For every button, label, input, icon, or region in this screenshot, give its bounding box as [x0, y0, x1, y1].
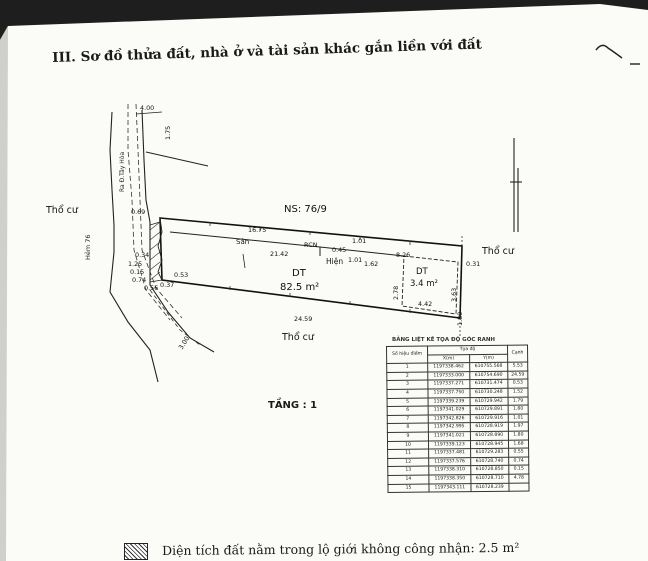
table-cell-y: 610754.690	[470, 371, 508, 380]
dim-8-26: 8.26	[396, 251, 411, 259]
table-cell-y: 610728.740	[470, 457, 508, 466]
dim-0-31: 0.31	[466, 260, 481, 268]
neighbor-right: Thổ cư	[482, 246, 514, 257]
table-cell-y: 610728.850	[471, 466, 509, 475]
table-cell-n: 5	[387, 398, 428, 407]
dim-0-15: 0.15	[130, 268, 145, 276]
table-cell-x: 1197338.310	[429, 466, 471, 475]
dim-21-42: 21.42	[270, 250, 289, 258]
parcel-id: NS: 76/9	[284, 204, 327, 215]
rcn-label: RCN	[304, 241, 318, 249]
alley-name: Hẻm 76	[84, 234, 92, 260]
table-cell-n: 14	[388, 475, 429, 484]
header-y: Y(m)	[469, 354, 507, 363]
paper	[0, 4, 648, 561]
dim-3-00: 3.00	[176, 334, 192, 352]
table-cell-x: 1197339.123	[429, 440, 471, 449]
dim-1-75: 1.75	[164, 125, 172, 140]
table-cell-x: 1197342.826	[428, 414, 470, 423]
table-cell-n: 13	[388, 466, 429, 475]
dim-4-00: 4.00	[140, 104, 155, 112]
table-cell-x: 1197341.029	[428, 406, 470, 415]
table-cell-x: 1197339.239	[428, 397, 470, 406]
table-cell-x: 1197333.000	[428, 371, 470, 380]
table-cell-e: 24.59	[508, 371, 528, 380]
table-cell-y: 610730.248	[470, 388, 508, 397]
dim-3-63: 3.63	[450, 287, 458, 302]
coordinate-table-title: BẢNG LIỆT KÊ TỌA ĐỘ GÓC RANH	[392, 337, 496, 343]
table-cell-y: 610729.942	[470, 397, 508, 406]
dim-0-34: 0.34	[135, 251, 150, 259]
table-cell-y: 610728.945	[470, 440, 508, 449]
table-cell-n: 4	[387, 389, 428, 398]
dim-1-01: 1.01	[352, 237, 367, 245]
table-cell-n: 11	[388, 449, 429, 458]
table-cell-x: 1197341.021	[428, 432, 470, 441]
dim-1-80: 1.80	[456, 311, 464, 326]
table-cell-y: 610731.474	[470, 380, 508, 389]
dim-0-45: 0.45	[332, 246, 347, 254]
street-name: Ra Đ.Tây Hòa	[119, 151, 126, 192]
area-small-value: 3.4 m²	[410, 279, 438, 289]
table-cell-y: 610728.919	[470, 423, 508, 432]
section-heading: III. Sơ đồ thửa đất, nhà ở và tài sản khác gắn liền với đất	[52, 36, 483, 66]
dim-0-53: 0.53	[174, 271, 189, 279]
table-cell-e: 0.15	[509, 465, 529, 474]
table-cell-x: 1197338.350	[429, 475, 471, 484]
dim-16-75: 16.75	[248, 226, 267, 234]
table-cell-e: 1.52	[508, 388, 528, 397]
table-cell-n: 7	[387, 415, 428, 424]
table-cell-x: 1197337.750	[428, 389, 470, 398]
table-cell-x: 1197343.111	[429, 483, 471, 492]
area-small-label: DT	[416, 267, 428, 277]
header-x: X(m)	[428, 354, 470, 363]
dim-2-78: 2.78	[392, 285, 400, 300]
table-cell-n: 2	[387, 372, 428, 381]
table-cell-y: 610728.890	[470, 431, 508, 440]
dim-0-74: 0.74	[132, 276, 147, 284]
table-cell-y: 610729.891	[470, 405, 508, 414]
neighbor-left: Thổ cư	[46, 205, 78, 216]
table-cell-y: 610728.239	[471, 483, 509, 492]
table-cell-e: 4.78	[509, 474, 529, 483]
dim-0-56: 0.56	[144, 284, 159, 292]
header-edge: Cạnh	[507, 345, 527, 362]
current-label: Hiện	[326, 257, 344, 266]
table-cell-e: 1.80	[508, 431, 528, 440]
table-cell-n: 8	[387, 423, 428, 432]
table-cell-x: 1197338.462	[428, 363, 470, 372]
table-cell-e	[509, 483, 529, 492]
table-cell-e: 0.55	[509, 448, 529, 457]
table-cell-n: 1	[387, 363, 428, 372]
table-cell-e: 1.80	[508, 405, 528, 414]
area-main-value: 82.5 m²	[280, 282, 320, 293]
dim-0-69: 0.69	[131, 208, 146, 216]
coordinate-table	[386, 345, 530, 494]
dim-4-42: 4.42	[418, 300, 433, 308]
dim-1-62: 1.62	[364, 260, 379, 268]
table-cell-x: 1197337.271	[428, 380, 470, 389]
hatch-legend-swatch	[124, 543, 148, 560]
dim-24-59: 24.59	[294, 315, 313, 323]
table-row	[388, 483, 529, 493]
table-cell-y: 610729.916	[470, 414, 508, 423]
table-cell-n: 15	[388, 484, 429, 493]
table-cell-n: 3	[387, 380, 428, 389]
table-cell-y: 610729.283	[470, 448, 508, 457]
header-point: Số hiệu điểm	[387, 346, 428, 364]
dim-1-25: 1.25	[128, 260, 143, 268]
legend-text: Diện tích đất nằm trong lộ giới không công nhận: 2.5 m²	[162, 539, 520, 558]
dim-0-37: 0.37	[160, 281, 175, 289]
yard-label: Sân	[236, 238, 250, 246]
table-cell-x: 1197337.576	[429, 457, 471, 466]
table-cell-e: 1.01	[508, 414, 528, 423]
coordinate-table-body	[387, 362, 529, 492]
table-cell-n: 9	[387, 432, 428, 441]
table-cell-e: 1.97	[508, 422, 528, 431]
table-cell-e: 1.68	[508, 440, 528, 449]
header-coord: Tọa độ	[428, 345, 508, 354]
table-cell-x: 1197337.481	[429, 449, 471, 458]
table-cell-n: 10	[387, 441, 428, 450]
table-cell-x: 1197342.995	[428, 423, 470, 432]
table-cell-n: 12	[388, 458, 429, 467]
floor-label: TẦNG : 1	[268, 400, 318, 411]
table-cell-e: 0.53	[508, 379, 528, 388]
area-main-label: DT	[292, 268, 306, 279]
table-cell-n: 6	[387, 406, 428, 415]
table-cell-e: 5.53	[508, 362, 528, 371]
table-cell-y: 610755.568	[469, 362, 507, 371]
table-cell-e: 1.79	[508, 397, 528, 406]
neighbor-bottom: Thổ cư	[282, 332, 314, 343]
table-cell-y: 610728.710	[471, 474, 509, 483]
dim-1-01b: 1.01	[348, 256, 363, 264]
table-cell-e: 0.74	[509, 457, 529, 466]
